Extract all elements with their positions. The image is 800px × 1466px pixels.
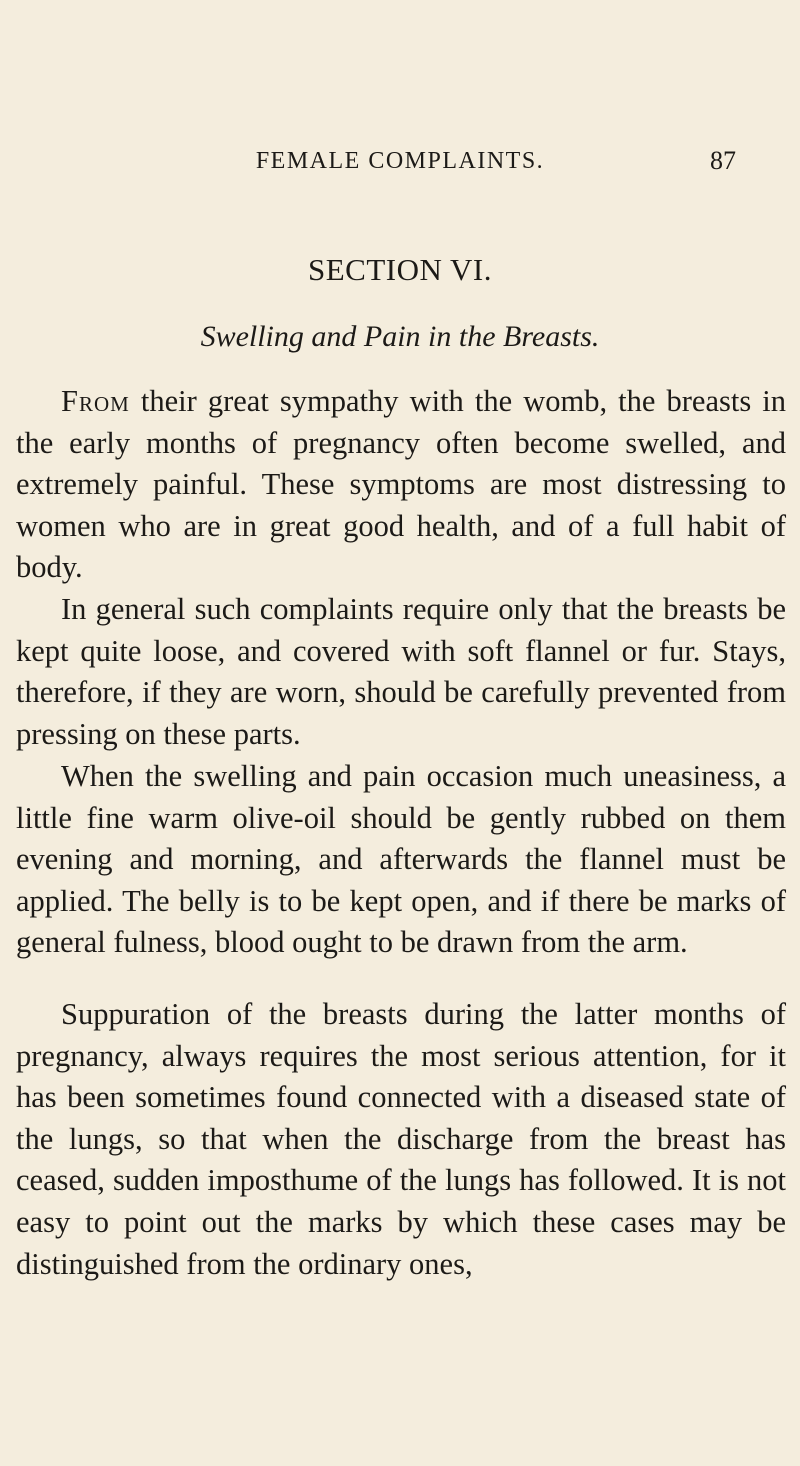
section-heading: SECTION VI. — [307, 252, 493, 287]
paragraph-text: Suppuration of the breasts during the latter months of pregnancy, always requires the most serious attention, for it has been sometimes found connected with a diseased state of the lungs, so that when the discharge from the breast has ceased, sudden imposthume of the lungs has followed. It is not easy to point out the marks by which these cases may be distinguished from the ordinary ones, — [16, 997, 786, 1281]
running-header — [0, 148, 800, 188]
paragraph-4 — [16, 994, 786, 1285]
section-subtitle: Swelling and Pain in the Breasts. — [200, 320, 600, 353]
paragraph-text: When the swelling and pain occasion much uneasiness, a little fine warm olive-oil should be gently rubbed on them evening and morning, and afterwards the flannel must be applied. The belly is to be kept open, and if there be marks of general fulness, blood ought to be drawn from the arm. — [16, 759, 786, 960]
paragraph-text: their great sympathy with the womb, the breasts in the early months of pregnancy often become swelled, and extremely painful. These symptoms are most distressing to women who are in great good health, and of a full habit of body. — [16, 384, 786, 585]
paragraph-1 — [16, 381, 786, 589]
page-number: 87 — [710, 146, 736, 175]
paragraph-text: In general such complaints require only that the breasts be kept quite loose, and covered with soft flannel or fur. Stays, therefore, if they are worn, should be carefully prevented from pressing on these parts. — [16, 592, 786, 751]
paragraph-3 — [16, 756, 786, 964]
drop-lead-word: From — [61, 384, 130, 418]
running-title: FEMALE COMPLAINTS. — [255, 148, 545, 174]
paragraph-2 — [16, 589, 786, 755]
